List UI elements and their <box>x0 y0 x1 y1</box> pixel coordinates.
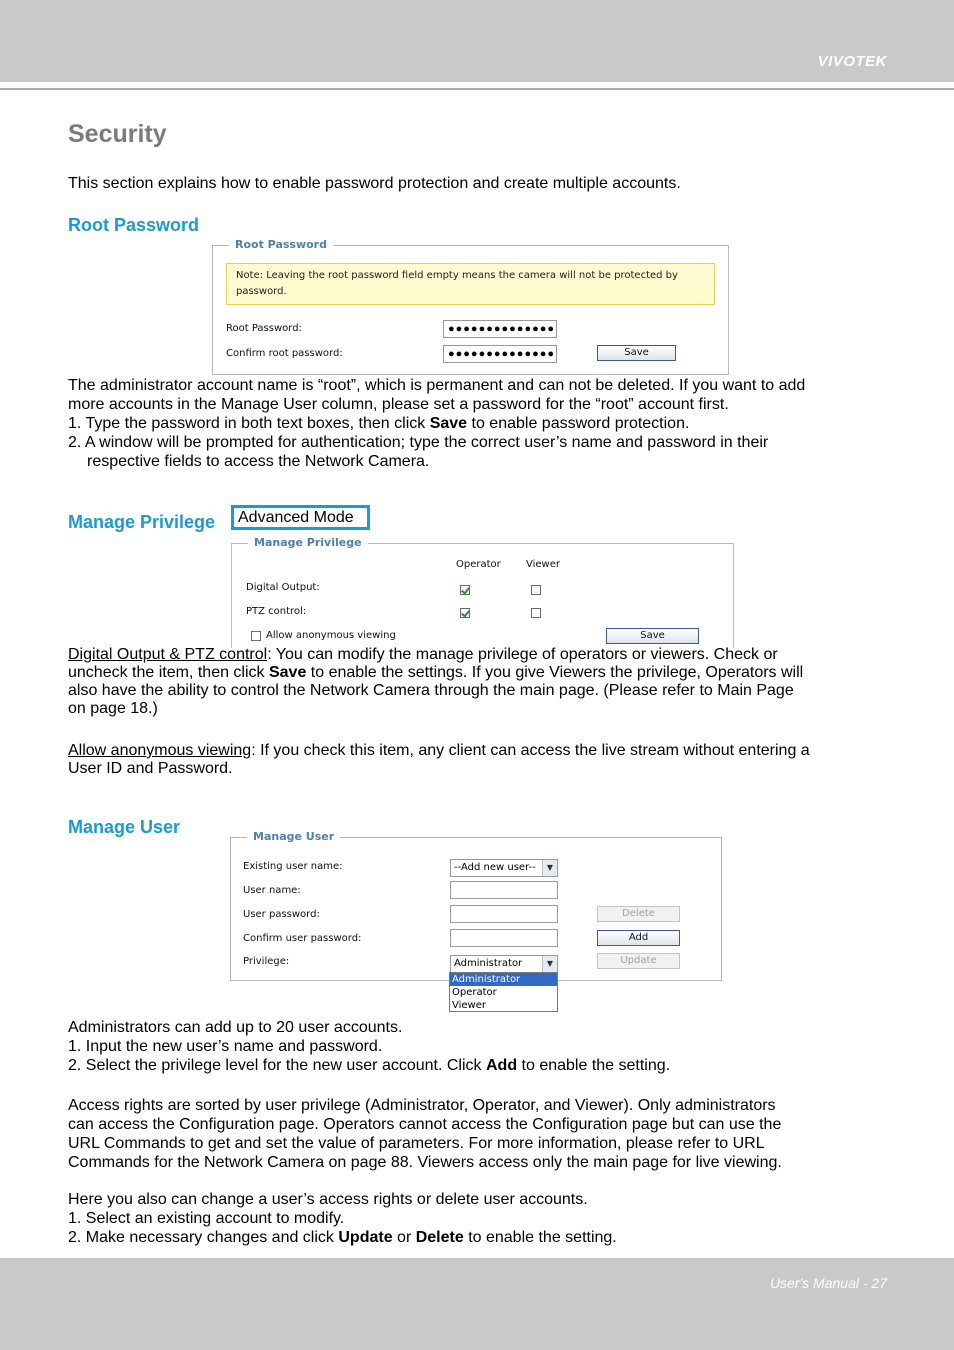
modify-update: Update <box>338 1229 393 1246</box>
priv-desc-line-2a: uncheck the item, then click <box>68 664 269 681</box>
root-password-description <box>68 376 886 471</box>
user-name-label: User name: <box>243 885 301 896</box>
page-header-band <box>0 0 954 82</box>
root-step-1-save: Save <box>429 415 468 432</box>
privilege-select[interactable] <box>450 955 558 973</box>
anon-desc-line-2: User ID and Password. <box>68 760 233 777</box>
add-user-button[interactable]: Add <box>597 930 680 946</box>
modify-accounts-paragraph <box>68 1190 886 1247</box>
digital-output-label: Digital Output: <box>246 582 320 593</box>
root-step-2-line-1: 2. A window will be prompted for authentication; type the correct user’s name and password in their <box>68 434 769 451</box>
priv-desc-line-2 <box>68 664 886 682</box>
root-password-save-button[interactable]: Save <box>597 345 676 361</box>
privilege-option-viewer[interactable]: Viewer <box>452 1000 486 1011</box>
user-password-label: User password: <box>243 909 320 920</box>
confirm-user-password-label: Confirm user password: <box>243 933 362 944</box>
access-line-4: Commands for the Network Camera on page 88. Viewers access only the main page for live viewing. <box>68 1154 782 1171</box>
modify-line-3 <box>68 1228 886 1247</box>
root-password-label: Root Password: <box>226 323 302 334</box>
root-password-note <box>226 263 715 305</box>
user-step-intro: Administrators can add up to 20 user accounts. <box>68 1019 403 1036</box>
root-password-input[interactable]: ●●●●●●●●●●●●●● <box>443 320 557 338</box>
root-step-1-end: to enable password protection. <box>467 415 690 432</box>
brand-logo-text: VIVOTEK <box>817 53 887 70</box>
priv-desc-line-4: on page 18.) <box>68 700 158 717</box>
chevron-down-icon: ▼ <box>542 860 557 876</box>
advanced-mode-badge: Advanced Mode <box>231 505 370 530</box>
manage-privilege-panel <box>231 536 734 648</box>
ptz-viewer-checkbox[interactable] <box>531 608 541 618</box>
root-step-1 <box>68 414 886 433</box>
anon-desc-line-1 <box>68 742 886 760</box>
existing-user-select[interactable] <box>450 859 558 877</box>
manage-user-legend: Manage User <box>247 830 340 843</box>
user-name-input[interactable] <box>450 881 558 899</box>
modify-delete: Delete <box>415 1229 464 1246</box>
priv-desc-line-1-text: : You can modify the manage privilege of operators or viewers. Check or <box>267 646 778 663</box>
existing-user-label: Existing user name: <box>243 861 343 872</box>
root-password-panel <box>212 238 729 375</box>
user-step-2c: to enable the setting. <box>517 1057 671 1074</box>
root-step-1-text: 1. Type the password in both text boxes, then click <box>68 415 430 432</box>
user-step-1: 1. Input the new user’s name and password. <box>68 1038 383 1055</box>
privilege-save-button[interactable]: Save <box>606 628 699 644</box>
privilege-description <box>68 646 886 718</box>
manage-user-heading: Manage User <box>68 817 181 837</box>
digital-output-viewer-checkbox[interactable] <box>531 585 541 595</box>
ptz-operator-checkbox[interactable] <box>460 608 470 618</box>
access-line-3: URL Commands to get and set the value of parameters. For more information, please refer to URL <box>68 1135 765 1152</box>
priv-desc-line-1 <box>68 646 886 664</box>
root-step-2-line-2: respective fields to access the Network Camera. <box>87 453 430 470</box>
user-step-2a: 2. Select the privilege level for the new user account. Click <box>68 1057 486 1074</box>
manage-user-panel <box>230 830 722 981</box>
priv-desc-line-2c: to enable the settings. If you give Viewers the privilege, Operators will <box>306 664 804 681</box>
user-step-2-add: Add <box>485 1057 518 1074</box>
modify-line-1: Here you also can change a user’s access rights or delete user accounts. <box>68 1191 588 1208</box>
root-desc-line-2: more accounts in the Manage User column, please set a password for the “root” account first. <box>68 396 729 413</box>
manage-user-steps <box>68 1018 886 1075</box>
priv-desc-term: Digital Output & PTZ control <box>68 646 268 663</box>
access-line-2: can access the Configuration page. Operators cannot access the Configuration page but can use the <box>68 1116 782 1133</box>
confirm-user-password-input[interactable] <box>450 929 558 947</box>
anon-desc-term: Allow anonymous viewing <box>68 742 252 759</box>
existing-user-value: --Add new user-- <box>454 862 536 873</box>
access-rights-paragraph <box>68 1096 886 1172</box>
root-password-heading: Root Password <box>68 215 200 235</box>
root-desc-line-1: The administrator account name is “root”, which is permanent and can not be deleted. If you want to add <box>68 377 806 394</box>
manage-privilege-heading: Manage Privilege <box>68 512 216 532</box>
page-footer-band <box>0 1258 954 1350</box>
anon-desc-line-1-text: : If you check this item, any client can access the live stream without entering a <box>251 742 810 759</box>
page-number-label: User's Manual - 27 <box>769 1275 887 1291</box>
ptz-control-label: PTZ control: <box>246 606 307 617</box>
confirm-root-password-input[interactable]: ●●●●●●●●●●●●●● <box>443 345 557 363</box>
header-rule <box>0 88 954 90</box>
modify-line-3e: to enable the setting. <box>463 1229 617 1246</box>
privilege-label: Privilege: <box>243 956 290 967</box>
user-password-input[interactable] <box>450 905 558 923</box>
priv-desc-save: Save <box>268 664 307 681</box>
privilege-option-operator[interactable]: Operator <box>452 987 497 998</box>
col-operator-label: Operator <box>456 559 501 570</box>
note-line-1: Note: Leaving the root password field empty means the camera will not be protected by <box>236 270 678 281</box>
modify-or: or <box>392 1229 416 1246</box>
modify-line-2: 1. Select an existing account to modify. <box>68 1210 345 1227</box>
update-user-button[interactable]: Update <box>597 953 680 969</box>
anonymous-viewing-checkbox[interactable] <box>251 631 261 641</box>
priv-desc-line-3: also have the ability to control the Network Camera through the main page. (Please refer to Main Page <box>68 682 794 699</box>
chevron-down-icon: ▼ <box>542 956 557 972</box>
intro-paragraph: This section explains how to enable password protection and create multiple accounts. <box>68 175 681 192</box>
user-step-2 <box>68 1056 886 1075</box>
digital-output-operator-checkbox[interactable] <box>460 585 470 595</box>
confirm-root-password-label: Confirm root password: <box>226 348 343 359</box>
privilege-value: Administrator <box>454 958 523 969</box>
privilege-option-administrator[interactable]: Administrator <box>450 973 557 986</box>
modify-line-3a: 2. Make necessary changes and click <box>68 1229 339 1246</box>
root-password-legend: Root Password <box>229 238 333 251</box>
anonymous-viewing-label: Allow anonymous viewing <box>266 630 396 641</box>
col-viewer-label: Viewer <box>526 559 560 570</box>
manage-privilege-legend: Manage Privilege <box>248 536 368 549</box>
privilege-dropdown-list[interactable] <box>449 972 558 1012</box>
anonymous-description <box>68 742 886 778</box>
access-line-1: Access rights are sorted by user privilege (Administrator, Operator, and Viewer). Only administrators <box>68 1097 776 1114</box>
delete-user-button[interactable]: Delete <box>597 906 680 922</box>
page-title: Security <box>68 120 167 148</box>
note-line-2: password. <box>236 286 287 297</box>
